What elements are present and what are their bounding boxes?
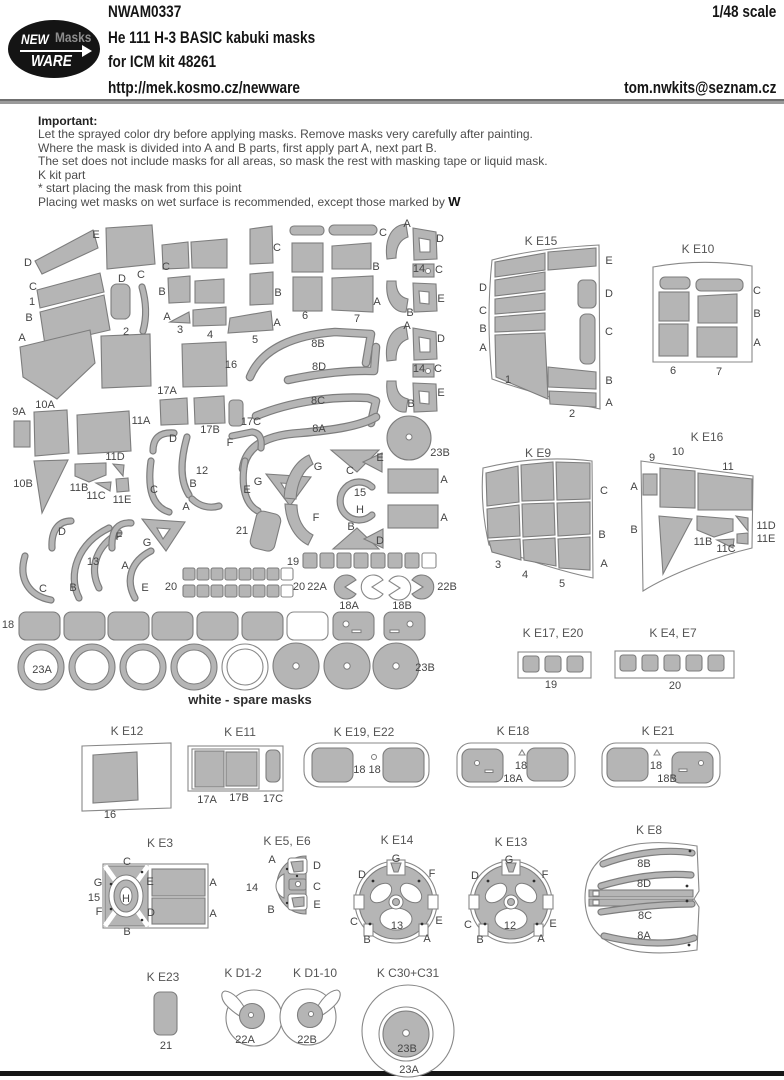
pacman-masks	[334, 575, 433, 600]
mask-part-label: C	[150, 484, 158, 496]
w-mark: W	[448, 194, 461, 210]
mask-part-label: 8C	[310, 395, 326, 407]
instruction-line: K kit part	[38, 167, 86, 182]
panel-title: K E3	[146, 836, 174, 850]
mask-part-label: 10A	[35, 399, 55, 411]
panel-title: K E14	[380, 833, 414, 847]
header-divider-edge	[0, 99, 784, 101]
mask-part-label: 10	[671, 446, 685, 458]
mask-part-label: B	[189, 478, 197, 490]
mask-part-label: 12	[195, 465, 209, 477]
mask-part-label: D	[436, 233, 444, 245]
group-2	[111, 284, 146, 331]
mask-part-label: G	[391, 853, 401, 865]
logo-new: NEW	[21, 31, 49, 47]
mask-part-label: A	[268, 854, 276, 866]
mask-part-label: 14	[245, 882, 259, 894]
mask-part-label: 18	[1, 619, 15, 631]
groups-6-7	[290, 225, 380, 312]
mask-part-label: 22B	[297, 1034, 317, 1046]
mask-part-label: C	[605, 326, 613, 338]
mask-part-label: 18 18	[353, 764, 381, 776]
mask-part-label: F	[115, 531, 123, 543]
panel-title: K D1-10	[292, 966, 338, 980]
panel-title: K E13	[494, 835, 528, 849]
mask-part-label: A	[753, 337, 761, 349]
mask-part-label: D	[118, 273, 126, 285]
row-23a-circles	[18, 643, 419, 690]
mask-part-label: A	[121, 560, 129, 572]
mask-part-label: 16	[224, 359, 238, 371]
mask-part-label: 16	[103, 809, 117, 821]
mask-part-label: D	[479, 282, 487, 294]
instruction-line: * start placing the mask from this point	[38, 181, 242, 196]
groups-3-4-5	[162, 226, 273, 333]
mask-part-label: B	[407, 398, 415, 410]
mask-part-label: 11C	[716, 543, 736, 555]
mask-part-label: E	[437, 387, 445, 399]
mask-part-label: C	[39, 583, 47, 595]
mask-part-label: 22A	[307, 581, 327, 593]
panel-title: K E9	[524, 446, 552, 460]
sheet-title: He 111 H-3 BASIC kabuki masks	[108, 28, 316, 47]
mask-part-label: C	[273, 242, 281, 254]
panel-title: K C30+C31	[376, 966, 440, 980]
mask-part-label: 7	[715, 366, 723, 378]
mask-part-label: 17B	[200, 424, 220, 436]
mask-part-label: B	[479, 323, 487, 335]
mask-part-label: E	[313, 899, 321, 911]
mask-part-label: 4	[206, 329, 214, 341]
mask-part-label: 23B	[415, 662, 435, 674]
panel-title: K E8	[635, 823, 663, 837]
mask-part-label: H	[356, 504, 364, 516]
mask-part-label: D	[147, 907, 155, 919]
mask-part-label: C	[479, 305, 487, 317]
mask-part-label: A	[18, 332, 26, 344]
panel-title: K E11	[224, 725, 256, 739]
logo-masks: Masks	[55, 29, 92, 45]
mask-part-label: A	[403, 218, 411, 230]
group-13-arcs	[23, 519, 185, 600]
row-19-squares	[303, 553, 436, 568]
mask-part-label: B	[69, 582, 77, 594]
mask-part-label: 21	[235, 525, 249, 537]
panel-title: K E4, E7	[649, 626, 697, 640]
mask-part-label: 17B	[229, 792, 249, 804]
mask-part-label: 18	[649, 760, 663, 772]
mask-part-label: A	[403, 320, 411, 332]
mask-part-label: 15	[353, 487, 367, 499]
panel-title: K E17, E20	[522, 626, 584, 640]
mask-part-label: C	[313, 881, 321, 893]
mask-part-label: 6	[301, 310, 309, 322]
mask-part-label: 19	[286, 556, 300, 568]
mask-part-label: 11A	[131, 415, 151, 427]
mask-part-label: 22A	[235, 1034, 255, 1046]
sheet-subtitle: for ICM kit 48261	[108, 52, 217, 71]
mask-part-label: B	[598, 529, 606, 541]
mask-part-label: F	[312, 512, 320, 524]
mask-part-label: A	[440, 474, 448, 486]
mask-part-label: A	[182, 501, 190, 513]
mask-part-label: C	[123, 856, 131, 868]
mask-part-label: B	[274, 287, 282, 299]
mask-part-label: D	[24, 257, 32, 269]
instruction-line: Let the sprayed color dry before applying masks. Remove masks very carefully after painting.	[38, 127, 533, 142]
mask-part-label: A	[440, 512, 448, 524]
panel-title: K E16	[690, 430, 724, 444]
mask-part-label: D	[58, 526, 66, 538]
panel-title: K E10	[681, 242, 715, 256]
panel-title: K D1-2	[224, 966, 262, 980]
mask-part-label: 23A	[399, 1064, 419, 1076]
mask-part-label: D	[437, 333, 445, 345]
mask-part-label: B	[267, 904, 275, 916]
mask-part-label: B	[372, 261, 380, 273]
mask-part-label: 8D	[311, 361, 327, 373]
mask-part-label: 15	[87, 892, 101, 904]
panel-ke3	[103, 864, 208, 928]
mask-part-label: C	[464, 919, 472, 931]
mask-part-label: 3	[494, 559, 502, 571]
mask-part-label: 8A	[312, 423, 326, 435]
mask-part-label: B	[158, 286, 166, 298]
instruction-line: Where the mask is divided into A and B parts, first apply part A, next part B.	[38, 140, 437, 155]
mask-part-label: E	[146, 876, 154, 888]
mask-part-label: 17C	[262, 793, 284, 805]
instruction-last: Placing wet masks on wet surface is recommended, except those marked by	[38, 195, 449, 210]
mask-part-label: A	[209, 877, 217, 889]
mask-part-label: 8A	[637, 930, 651, 942]
mask-part-label: C	[434, 363, 442, 375]
mask-part-label: 18B	[657, 773, 677, 785]
mask-part-label: 18A	[339, 600, 359, 612]
mask-part-label: 14	[412, 263, 426, 275]
scale-note: 1/48 scale	[711, 2, 776, 21]
mask-part-label: 18A	[503, 773, 523, 785]
mask-part-label: A	[630, 481, 638, 493]
mask-part-label: A	[479, 342, 487, 354]
mask-part-label: 20	[164, 581, 178, 593]
mask-part-label: C	[379, 227, 387, 239]
mask-part-label: 8B	[311, 338, 325, 350]
mask-part-label: 9	[648, 452, 656, 464]
mask-part-label: 11B	[693, 536, 713, 548]
mask-part-label: 17A	[197, 794, 217, 806]
panel-title: K E5, E6	[263, 834, 311, 848]
mask-part-label: C	[753, 285, 761, 297]
grid-20-squares	[183, 568, 293, 597]
mask-part-label: B	[753, 308, 761, 320]
panel-title: K E18	[496, 724, 530, 738]
mask-part-label: D	[376, 535, 384, 547]
mask-part-label: G	[313, 461, 323, 473]
mask-part-label: A	[537, 933, 545, 945]
mask-part-label: E	[435, 915, 443, 927]
mask-part-label: 11D	[756, 520, 776, 532]
mask-part-label: G	[142, 537, 152, 549]
mask-part-label: 1	[504, 374, 512, 386]
panel-ke10	[653, 262, 752, 362]
mask-part-label: D	[169, 433, 177, 445]
mask-part-label: C	[162, 261, 170, 273]
mask-part-label: D	[605, 288, 613, 300]
website-url: http://mek.kosmo.cz/newware	[108, 78, 300, 97]
mask-part-label: A	[373, 296, 381, 308]
mask-part-label: 8B	[637, 858, 651, 870]
instruction-line: The set does not include masks for all areas, so mask the rest with masking tape or liquid mask.	[38, 154, 548, 169]
mask-part-label: 22B	[437, 581, 457, 593]
mask-part-label: 11B	[69, 482, 89, 494]
mask-part-label: B	[123, 926, 131, 938]
panel-ke12	[82, 743, 171, 811]
panel-title: K E15	[524, 234, 558, 248]
mask-part-label: A	[605, 397, 613, 409]
spare-masks-note: white - spare masks	[188, 692, 312, 707]
mask-part-label: A	[273, 317, 281, 329]
mask-part-label: 20	[292, 581, 306, 593]
mask-part-label: 11E	[112, 494, 132, 506]
mask-part-label: 7	[353, 313, 361, 325]
mask-part-label: B	[363, 934, 371, 946]
mask-part-label: F	[541, 869, 549, 881]
mask-part-label: B	[25, 312, 33, 324]
mask-part-label: F	[95, 906, 103, 918]
mask-part-label: 2	[568, 408, 576, 420]
mask-part-label: E	[376, 452, 384, 464]
mask-part-label: 23B	[430, 447, 450, 459]
logo-ware: WARE	[31, 53, 72, 70]
mask-part-label: 23B	[397, 1043, 417, 1055]
mask-part-label: E	[92, 229, 100, 241]
mask-part-label: 10B	[13, 478, 33, 490]
mask-part-label: 13	[390, 920, 404, 932]
mask-part-label: G	[504, 854, 514, 866]
mask-part-label: C	[29, 281, 37, 293]
mask-part-label: E	[141, 582, 149, 594]
mask-part-label: C	[435, 264, 443, 276]
instructions-heading: Important:	[38, 114, 98, 128]
mask-part-label: 3	[176, 324, 184, 336]
mask-part-label: 5	[558, 578, 566, 590]
mask-part-label: 11	[722, 461, 734, 473]
catalog-number: NWAM0337	[108, 2, 182, 21]
mask-part-label: C	[600, 485, 608, 497]
panel-title: K E23	[146, 970, 180, 984]
mask-part-label: E	[437, 293, 445, 305]
mask-part-label: E	[243, 484, 251, 496]
panel-ke4-e7	[615, 651, 734, 678]
mask-part-label: D	[358, 869, 366, 881]
mask-part-label: G	[253, 476, 263, 488]
mask-part-label: B	[605, 375, 613, 387]
mask-part-label: 4	[521, 569, 529, 581]
mask-part-label: A	[163, 311, 171, 323]
mask-part-label: 12	[503, 920, 517, 932]
mask-part-label: E	[549, 918, 557, 930]
mask-part-label: 6	[669, 365, 677, 377]
mask-part-label: B	[406, 307, 414, 319]
panel-title: K E12	[110, 724, 144, 738]
mask-part-label: 9A	[12, 406, 26, 418]
mask-part-label: F	[226, 437, 234, 449]
mask-part-label: 17C	[240, 416, 262, 428]
mask-part-label: 19	[544, 679, 558, 691]
mask-part-label: 11D	[105, 451, 125, 463]
panel-title: K E19, E22	[333, 725, 395, 739]
mask-part-label: B	[347, 521, 355, 533]
mask-part-label: 21	[159, 1040, 173, 1052]
mask-part-label: 17A	[157, 385, 177, 397]
mask-part-label: D	[471, 870, 479, 882]
mask-part-label: E	[605, 255, 613, 267]
mask-part-label: C	[350, 916, 358, 928]
row-18-rects	[19, 612, 425, 640]
mask-part-label: 8C	[637, 910, 653, 922]
panel-ke5-e6	[276, 856, 307, 914]
mask-part-label: C	[346, 465, 354, 477]
mask-part-label: A	[423, 933, 431, 945]
mask-part-label: B	[630, 524, 638, 536]
mask-part-label: D	[313, 860, 321, 872]
mask-part-label: H	[122, 893, 130, 905]
panel-ke11	[188, 746, 283, 791]
mask-part-label: 1	[28, 296, 36, 308]
mask-part-label: A	[600, 558, 608, 570]
mask-part-label: 18B	[392, 600, 412, 612]
mask-part-label: G	[93, 877, 103, 889]
panel-ke17-e20	[518, 652, 591, 678]
mask-part-label: B	[476, 934, 484, 946]
mask-part-label: 5	[251, 334, 259, 346]
mask-part-label: 14	[412, 363, 426, 375]
mask-part-label: 20	[668, 680, 682, 692]
mask-part-label: 11C	[86, 490, 106, 502]
mask-part-label: F	[428, 868, 436, 880]
mask-part-label: 13	[86, 556, 100, 568]
mask-part-label: A	[209, 908, 217, 920]
mask-part-label: 18	[514, 760, 528, 772]
mask-part-label: 8D	[636, 878, 652, 890]
mask-part-label: 23A	[32, 664, 52, 676]
panel-ke23	[154, 992, 177, 1035]
panel-title: K E21	[641, 724, 675, 738]
mask-part-label: 2	[122, 326, 130, 338]
mask-part-label: 11E	[756, 533, 776, 545]
panel-ke16	[641, 461, 753, 591]
contact-email: tom.nwkits@seznam.cz	[623, 78, 776, 97]
mask-part-label: C	[137, 269, 145, 281]
